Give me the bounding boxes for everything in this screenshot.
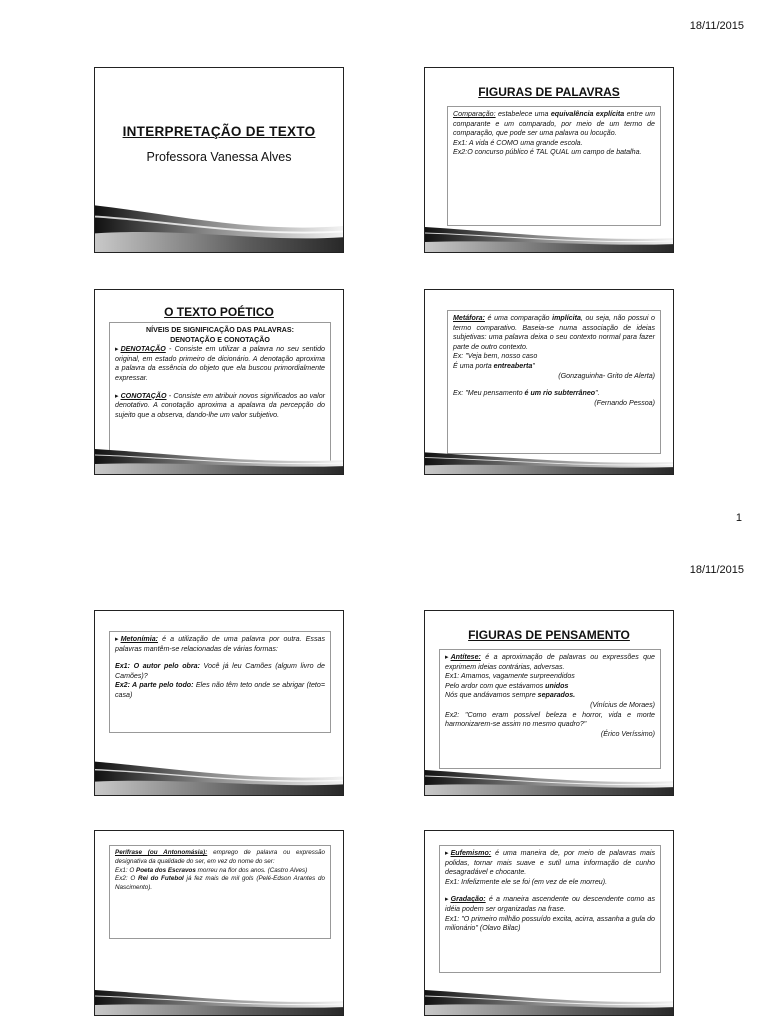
term-label: Metáfora: [453, 314, 485, 322]
example-line: Ex1: Amamos, vagamente surpreendidos [445, 672, 575, 681]
example-label: Ex1: O autor pelo obra: [115, 662, 200, 671]
definition-text: - Consiste em utilizar a palavra no seu sentido original, em estado primeiro de dicionário. A denotação aproxima a palavra da essência do objeto que ela buscou primordialmente expressar. [115, 345, 325, 382]
bold-text: separados. [537, 691, 576, 700]
slide-title-interpretacao [94, 67, 344, 253]
content-box [109, 322, 331, 462]
slide-metafora [424, 289, 674, 475]
bold-text: Rei do Futebol [138, 875, 184, 883]
definition-text: é a maneira ascendente ou descendente como as idéia podem ser organizadas na frase. [445, 895, 655, 913]
slide-subtitle: Professora Vanessa Alves [146, 150, 292, 164]
definition-text: é a aproximação de palavras ou expressões que exprimem ideias contrárias, adversas. [445, 653, 655, 671]
example-line: Pelo ardor com que estávamos [445, 681, 546, 690]
example-line: Ex: "Veja bem, nosso caso [453, 352, 538, 361]
decorative-swoosh [95, 985, 343, 1015]
decorative-swoosh [95, 444, 343, 474]
decorative-swoosh [425, 985, 673, 1015]
slide-title: INTERPRETAÇÃO DE TEXTO [122, 124, 316, 139]
term-label: Comparação: [453, 110, 496, 118]
slide-figuras-de-palavras [424, 67, 674, 253]
slide-eufemismo-gradacao [424, 830, 674, 1016]
slide-title: FIGURAS DE PENSAMENTO [468, 628, 630, 642]
content-box [439, 649, 661, 769]
content-box [109, 845, 331, 939]
example-line: Ex1: O [115, 866, 136, 874]
page-date: 18/11/2015 [689, 564, 744, 576]
source-citation: (Fernando Pessoa) [594, 398, 655, 407]
slide-figuras-de-pensamento [424, 610, 674, 796]
section-heading: DENOTAÇÃO E CONOTAÇÃO [170, 335, 270, 344]
slide-perifrase [94, 830, 344, 1016]
term-label: DENOTAÇÃO [120, 345, 166, 354]
section-heading: NÍVEIS DE SIGNIFICAÇÃO DAS PALAVRAS: [146, 326, 294, 334]
definition-text: é a utilização de uma palavra por outra. Essas palavras mantêm-se relacionadas de várias formas: [115, 635, 325, 653]
definition-text: emprego de palavra ou expressão designativa da qualidade do ser, em vez do nome do ser: [115, 849, 325, 865]
decorative-swoosh [95, 755, 343, 795]
definition-text: é uma maneira de, por meio de palavras mais polidas, tornar mais suave e sutil uma informação de cunho desagradável e chocante. [445, 849, 655, 877]
content-box [447, 106, 661, 226]
bold-text: equivalência explícita [550, 110, 625, 118]
decorative-swoosh [95, 196, 343, 252]
content-box [447, 310, 661, 454]
slide-metonimia [94, 610, 344, 796]
example-line: É uma porta [453, 361, 494, 370]
source-citation: (Vinícius de Moraes) [590, 700, 655, 709]
example-line: Nós que andávamos sempre [445, 691, 538, 700]
example-line: morreu na flor dos anos. (Castro Alves) [195, 866, 308, 874]
example-line: " [532, 361, 535, 370]
definition-text: entre um comparante e um comparado, por meio de um termo de comparação, que pode ser uma palavra ou locução. [453, 110, 656, 138]
page-number: 1 [735, 512, 742, 524]
source-citation: (Érico Veríssimo) [600, 729, 655, 738]
example-line: Ex1: A vida é COMO uma grande escola. [453, 138, 583, 147]
example-line: Ex2:O concurso público é TAL QUAL um campo de batalha. [453, 148, 642, 157]
slide-texto-poetico [94, 289, 344, 475]
bold-text: Poeta dos Escravos [136, 866, 196, 874]
content-box [109, 631, 331, 733]
slide-title: FIGURAS DE PALAVRAS [478, 85, 620, 99]
example-line: Ex: "Meu pensamento [453, 389, 525, 398]
definition-text: - Consiste em atribuir novos significados ao valor denotativo. A conotação aproxima a apalavra da percepção do sujeito que a observa, dando-lhe um valor subjetivo. [115, 391, 325, 419]
example-label: Ex2: A parte pelo todo: [115, 681, 194, 690]
page-date: 18/11/2015 [689, 20, 744, 32]
definition-text: , ou seja, não possui o termo comparativo. Baseia-se numa associação de ideias subjetivas: uma palavra deixa o seu contexto normal para fazer parte de outro contexto. [453, 314, 655, 351]
term-label: Metonímia: [120, 635, 159, 643]
decorative-swoosh [425, 765, 673, 795]
example-line: já fez mais de mil gols (Pelé-Edson Arantes do Nascimento). [115, 875, 325, 892]
definition-text: estabelece uma [495, 110, 551, 118]
example-line: Eles não têm teto onde se abrigar (teto= casa) [115, 681, 325, 699]
term-label: Gradação: [450, 895, 486, 904]
example-line: Ex2: "Como eram possível beleza e horror, vida e morte harmonizarem-se assim no mesmo quadro?" [445, 710, 655, 729]
bold-text: implícita [552, 314, 581, 322]
term-label: CONOTAÇÃO [120, 391, 167, 400]
content-box [439, 845, 661, 973]
term-label: Perífrase (ou Antonomásia): [115, 849, 208, 856]
example-line: Ex1: Infelizmente ele se foi (em vez de ele morreu). [445, 877, 608, 886]
decorative-swoosh [425, 222, 673, 252]
example-line: ". [595, 389, 600, 398]
term-label: Eufemismo: [450, 849, 492, 857]
term-label: Antítese: [450, 653, 481, 661]
bold-text: é um rio subterrâneo [524, 389, 596, 398]
example-line: Ex2: O [115, 875, 139, 883]
definition-text: é uma comparação [484, 314, 553, 322]
slide-title: O TEXTO POÉTICO [164, 305, 274, 319]
bold-text: unidos [545, 681, 569, 690]
decorative-swoosh [425, 448, 673, 474]
bold-text: entreaberta [493, 361, 533, 370]
example-line: Ex1: "O primeiro milhão possuído excita, acirra, assanha a gula do milionário" (Olavo Bilac) [445, 914, 655, 933]
source-citation: (Gonzaguinha- Grito de Alerta) [558, 371, 655, 380]
example-line: Você já leu Camões (algum livro de Camões)? [115, 662, 325, 680]
